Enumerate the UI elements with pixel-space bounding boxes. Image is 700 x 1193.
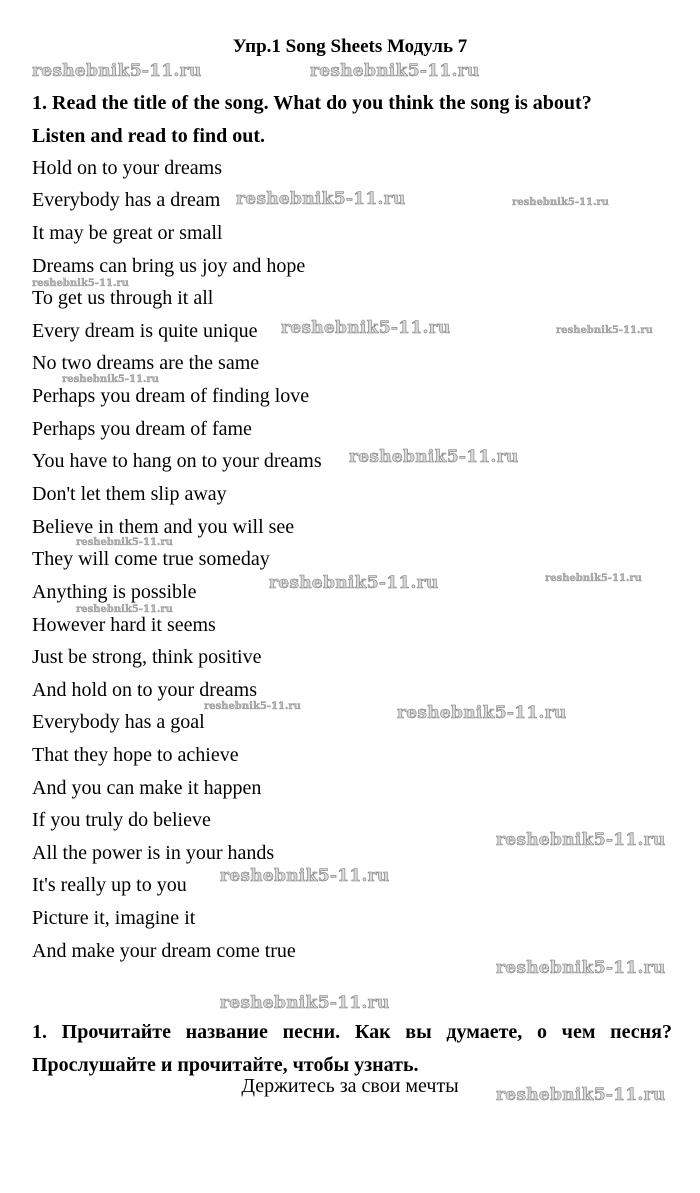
task-en-line-1: 1. Read the title of the song. What do you think the song is about? (32, 92, 592, 114)
watermark: reshebnik5-11.ru (220, 866, 390, 886)
lyric-line: Picture it, imagine it (32, 907, 196, 929)
lyric-line: However hard it seems (32, 614, 216, 636)
lyric-line: And hold on to your dreams (32, 679, 257, 701)
watermark: reshebnik5-11.ru (397, 703, 567, 723)
task-ru-line-2: Прослушайте и прочитайте, чтобы узнать. (32, 1054, 419, 1076)
lyric-line: Everybody has a dream (32, 189, 221, 211)
lyric-line: Believe in them and you will see (32, 516, 295, 538)
watermark: reshebnik5-11.ru (62, 374, 159, 385)
watermark: reshebnik5-11.ru (556, 325, 653, 336)
lyric-line: Don't let them slip away (32, 483, 227, 505)
ru-song-title: Держитесь за свои мечты (241, 1075, 459, 1097)
lyric-line: Everybody has a goal (32, 711, 205, 733)
lyric-line: It's really up to you (32, 874, 187, 896)
lyric-line: Dreams can bring us joy and hope (32, 255, 306, 277)
watermark: reshebnik5-11.ru (269, 573, 439, 593)
lyric-line: They will come true someday (32, 548, 270, 570)
lyric-line: And you can make it happen (32, 777, 262, 799)
watermark: reshebnik5-11.ru (545, 573, 642, 584)
watermark: reshebnik5-11.ru (204, 701, 301, 712)
watermark: reshebnik5-11.ru (496, 958, 666, 978)
task-en-line-2: Listen and read to find out. (32, 125, 266, 147)
lyric-line: Every dream is quite unique (32, 320, 258, 342)
lyric-line: Anything is possible (32, 581, 197, 603)
lyric-line: And make your dream come true (32, 940, 296, 962)
watermark: reshebnik5-11.ru (32, 61, 202, 81)
watermark: reshebnik5-11.ru (236, 189, 406, 209)
watermark: reshebnik5-11.ru (496, 830, 666, 850)
watermark: reshebnik5-11.ru (220, 993, 390, 1013)
lyric-line: It may be great or small (32, 222, 223, 244)
watermark: reshebnik5-11.ru (512, 197, 609, 208)
watermark: reshebnik5-11.ru (496, 1085, 666, 1105)
lyric-line: You have to hang on to your dreams (32, 450, 322, 472)
lyric-line: If you truly do believe (32, 809, 211, 831)
lyric-line: No two dreams are the same (32, 352, 260, 374)
watermark: reshebnik5-11.ru (349, 447, 519, 467)
watermark: reshebnik5-11.ru (310, 61, 480, 81)
watermark: reshebnik5-11.ru (76, 537, 173, 548)
page-title: Упр.1 Song Sheets Модуль 7 (232, 36, 468, 57)
lyric-line: Just be strong, think positive (32, 646, 262, 668)
watermark: reshebnik5-11.ru (281, 318, 451, 338)
lyric-line: That they hope to achieve (32, 744, 239, 766)
lyric-line: To get us through it all (32, 287, 214, 309)
lyric-line: All the power is in your hands (32, 842, 275, 864)
watermark: reshebnik5-11.ru (32, 278, 129, 289)
lyric-line: Hold on to your dreams (32, 157, 222, 179)
task-ru-line-1: 1. Прочитайте название песни. Как вы думаете, о чем песня? (32, 1021, 672, 1043)
watermark: reshebnik5-11.ru (76, 604, 173, 615)
lyric-line: Perhaps you dream of fame (32, 418, 252, 440)
lyric-line: Perhaps you dream of finding love (32, 385, 310, 407)
